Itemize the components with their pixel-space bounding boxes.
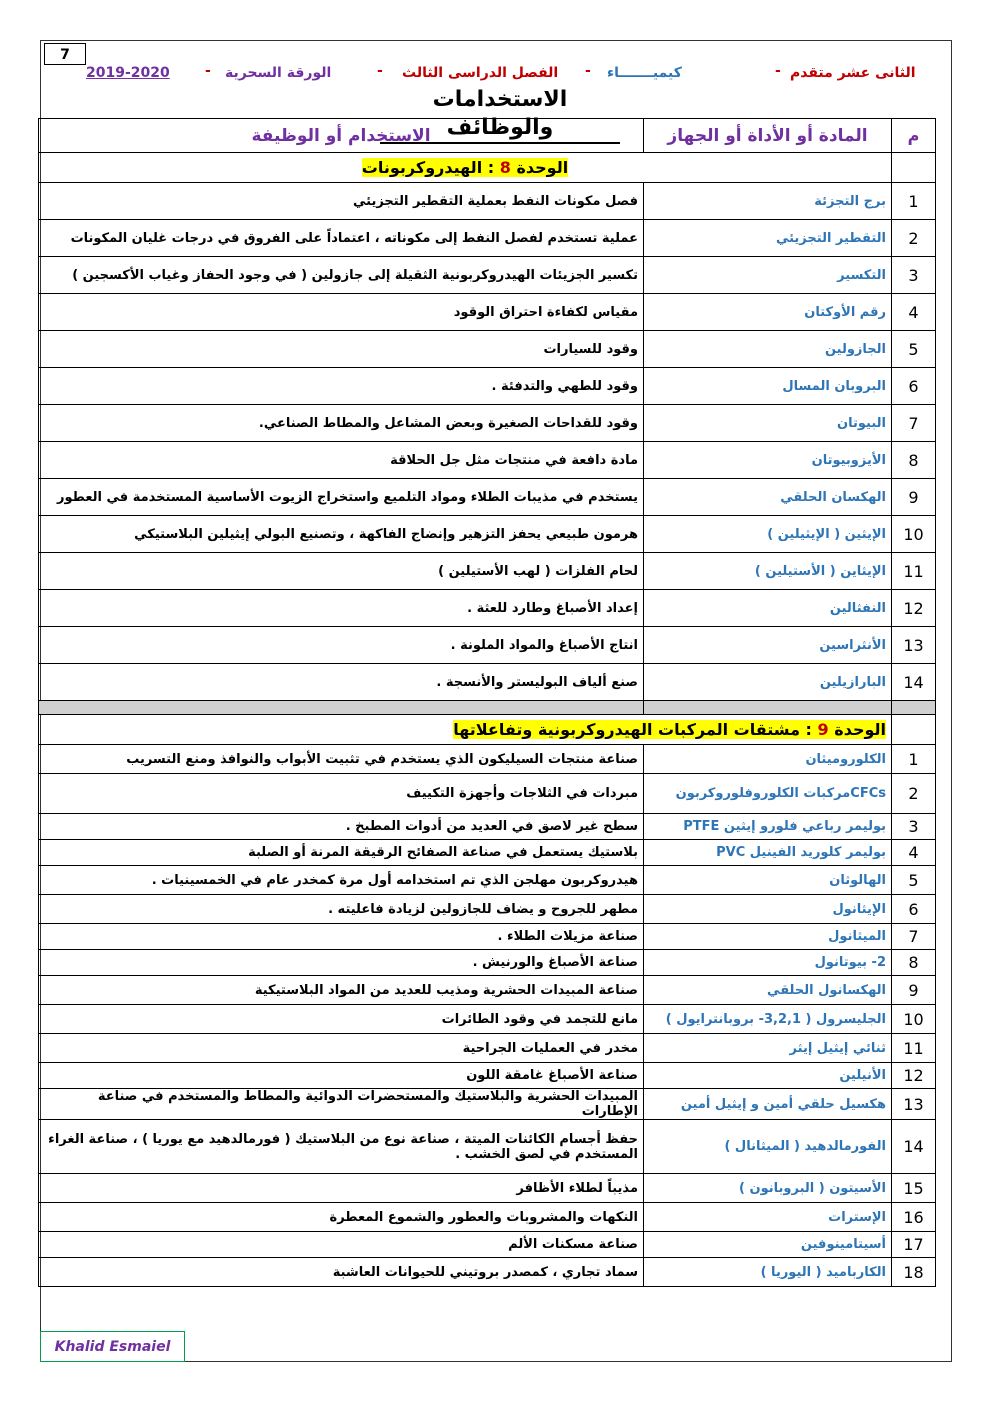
row-use: مقياس لكفاءة احتراق الوقود xyxy=(39,294,644,331)
row-material: الميثانول xyxy=(644,924,892,950)
table-row xyxy=(39,895,936,924)
row-material: CFCsمركبات الكلوروفلوروكربون xyxy=(644,774,892,814)
row-material: الإسترات xyxy=(644,1203,892,1232)
row-material: برج التجزئة xyxy=(644,183,892,220)
row-use: فصل مكونات النفط بعملية التقطير التجزيئي xyxy=(39,183,644,220)
table-row xyxy=(39,183,936,220)
table-row xyxy=(39,553,936,590)
header-paper: الورقة السحرية xyxy=(225,65,332,81)
table-row xyxy=(39,866,936,895)
row-material: البارازيلين xyxy=(644,664,892,701)
table-row xyxy=(39,924,936,950)
row-material: الأنيلين xyxy=(644,1063,892,1089)
table-row xyxy=(39,1174,936,1203)
row-use: صناعة الأصباغ غامقة اللون xyxy=(39,1063,644,1089)
row-material: الأسيتون ( البروبانون ) xyxy=(644,1174,892,1203)
row-number: 11 xyxy=(892,1034,936,1063)
row-number: 6 xyxy=(892,895,936,924)
row-use: النكهات والمشروبات والعطور والشموع المعطرة xyxy=(39,1203,644,1232)
uses-table xyxy=(38,118,936,1287)
table-row xyxy=(39,950,936,976)
table-row xyxy=(39,1034,936,1063)
table-row xyxy=(39,627,936,664)
header-separator: - xyxy=(585,63,591,79)
row-number: 1 xyxy=(892,183,936,220)
header-separator: - xyxy=(775,63,781,79)
table-row xyxy=(39,516,936,553)
table-row xyxy=(39,1005,936,1034)
row-use: هرمون طبيعي يحفز التزهير وإنضاج الفاكهة ، وتصنيع البولي إيثيلين البلاستيكي xyxy=(39,516,644,553)
table-row xyxy=(39,1120,936,1174)
row-use: صناعة مزيلات الطلاء . xyxy=(39,924,644,950)
table-row xyxy=(39,814,936,840)
header-subject: كيميـــــــاء xyxy=(607,65,682,81)
row-material: الجازولين xyxy=(644,331,892,368)
row-use: هيدروكربون مهلجن الذي تم استخدامه أول مرة كمخدر عام في الخمسينيات . xyxy=(39,866,644,895)
row-number: 1 xyxy=(892,745,936,774)
row-material: الإيثين ( الإيثيلين ) xyxy=(644,516,892,553)
unit9-heading xyxy=(39,715,892,745)
unit8-number: 8 xyxy=(499,158,511,177)
row-material: الجليسرول ( 3,2,1- بروبانترايول ) xyxy=(644,1005,892,1034)
row-use: بلاستيك يستعمل في صناعة الصفائح الرقيقة المرنة أو الصلبة xyxy=(39,840,644,866)
row-material: الأنثراسين xyxy=(644,627,892,664)
row-number: 14 xyxy=(892,664,936,701)
row-material: الهكسان الحلقي xyxy=(644,479,892,516)
row-number: 13 xyxy=(892,1089,936,1120)
row-number: 5 xyxy=(892,866,936,895)
header-separator: - xyxy=(377,63,383,79)
row-use: يستخدم في مذيبات الطلاء ومواد التلميع واستخراج الزيوت الأساسية المستخدمة في العطور xyxy=(39,479,644,516)
table-row xyxy=(39,1089,936,1120)
row-material: التكسير xyxy=(644,257,892,294)
row-number: 9 xyxy=(892,479,936,516)
row-number: 5 xyxy=(892,331,936,368)
table-row xyxy=(39,220,936,257)
unit9-heading-row xyxy=(39,715,936,745)
row-use: مادة دافعة في منتجات مثل جل الحلاقة xyxy=(39,442,644,479)
row-use: صناعة مسكنات الألم xyxy=(39,1232,644,1258)
table-row xyxy=(39,294,936,331)
unit9-name: : مشتقات المركبات الهيدروكربونية وتفاعلاتها xyxy=(453,720,812,739)
row-number: 3 xyxy=(892,814,936,840)
row-number: 2 xyxy=(892,774,936,814)
row-number: 14 xyxy=(892,1120,936,1174)
unit9-label: الوحدة xyxy=(834,720,886,739)
row-use: صناعة منتجات السيليكون الذي يستخدم في تثبيت الأبواب والنوافذ ومنع التسريب xyxy=(39,745,644,774)
row-use: تكسير الجزيئات الهيدروكربونية الثقيلة إلى جازولين ( في وجود الحفاز وغياب الأكسجين ) xyxy=(39,257,644,294)
table-row xyxy=(39,1232,936,1258)
row-material: بوليمر كلوريد الفينيل PVC xyxy=(644,840,892,866)
header-year: 2019-2020 xyxy=(86,65,170,81)
row-material: البيوتان xyxy=(644,405,892,442)
author-box: Khalid Esmaiel xyxy=(40,1331,185,1362)
row-use: سطح غير لاصق في العديد من أدوات المطبخ . xyxy=(39,814,644,840)
row-material: الأيزوبيوتان xyxy=(644,442,892,479)
row-use: المبيدات الحشرية والبلاستيك والمستحضرات الدوائية والمطاط والمستخدم في صناعة الإطارات xyxy=(39,1089,644,1120)
row-number: 3 xyxy=(892,257,936,294)
table-row xyxy=(39,590,936,627)
row-material: الإيثاين ( الأستيلين ) xyxy=(644,553,892,590)
row-material: ثنائي إيثيل إيثر xyxy=(644,1034,892,1063)
row-use: مطهر للجروح و يضاف للجازولين لزيادة فاعليته . xyxy=(39,895,644,924)
row-use: مبردات في الثلاجات وأجهزة التكييف xyxy=(39,774,644,814)
unit8-label: الوحدة xyxy=(516,158,569,177)
table-row xyxy=(39,257,936,294)
row-use: انتاج الأصباغ والمواد الملونة . xyxy=(39,627,644,664)
row-material: الهكسانول الحلقي xyxy=(644,976,892,1005)
table-header-row xyxy=(39,119,936,153)
page-number: 7 xyxy=(44,43,86,65)
table-row xyxy=(39,405,936,442)
row-number: 2 xyxy=(892,220,936,257)
row-material: الفورمالدهيد ( الميثانال ) xyxy=(644,1120,892,1174)
row-number: 15 xyxy=(892,1174,936,1203)
row-number: 10 xyxy=(892,1005,936,1034)
row-material: أسيتامينوفين xyxy=(644,1232,892,1258)
section-divider xyxy=(39,701,936,715)
table-row xyxy=(39,976,936,1005)
header-term: الفصل الدراسى الثالث xyxy=(402,65,559,81)
table-row xyxy=(39,331,936,368)
row-number: 4 xyxy=(892,840,936,866)
table-row xyxy=(39,1258,936,1287)
row-use: مخدر في العمليات الجراحية xyxy=(39,1034,644,1063)
table-row xyxy=(39,442,936,479)
unit8-name: : الهيدروكربونات xyxy=(361,158,495,177)
row-material: الكلوروميثان xyxy=(644,745,892,774)
row-number: 13 xyxy=(892,627,936,664)
row-number: 7 xyxy=(892,924,936,950)
row-number: 8 xyxy=(892,442,936,479)
row-use: مذيباً لطلاء الأظافر xyxy=(39,1174,644,1203)
row-number: 10 xyxy=(892,516,936,553)
row-material: الإيثانول xyxy=(644,895,892,924)
row-material: النفثالين xyxy=(644,590,892,627)
row-use: وقود للقداحات الصغيرة وبعض المشاعل والمطاط الصناعي. xyxy=(39,405,644,442)
row-material: التقطير التجزيئي xyxy=(644,220,892,257)
page-title: الاستخدامات والوظائف xyxy=(380,86,620,144)
row-material: 2- بيوتانول xyxy=(644,950,892,976)
row-material: بوليمر رباعي فلورو إيثين PTFE xyxy=(644,814,892,840)
row-number: 4 xyxy=(892,294,936,331)
table-row xyxy=(39,1203,936,1232)
row-use: صناعة المبيدات الحشرية ومذيب للعديد من المواد البلاستيكية xyxy=(39,976,644,1005)
col-num-header: م xyxy=(892,119,936,153)
table-row xyxy=(39,774,936,814)
row-number: 17 xyxy=(892,1232,936,1258)
row-use: صناعة الأصباغ والورنيش . xyxy=(39,950,644,976)
table-row xyxy=(39,664,936,701)
row-number: 8 xyxy=(892,950,936,976)
row-material: هكسيل حلقي أمين و إيثيل أمين xyxy=(644,1089,892,1120)
table-row xyxy=(39,840,936,866)
row-use: سماد تجاري ، كمصدر بروتيني للحيوانات العاشبة xyxy=(39,1258,644,1287)
row-use: صنع ألياف البوليستر والأنسجة . xyxy=(39,664,644,701)
row-number: 6 xyxy=(892,368,936,405)
row-number: 16 xyxy=(892,1203,936,1232)
table-row xyxy=(39,368,936,405)
row-number: 12 xyxy=(892,590,936,627)
row-use: وقود للطهي والتدفئة . xyxy=(39,368,644,405)
row-number: 11 xyxy=(892,553,936,590)
table-row xyxy=(39,479,936,516)
unit8-heading-row xyxy=(39,153,936,183)
row-use: عملية تستخدم لفصل النفط إلى مكوناته ، اعتماداً على الفروق في درجات غليان المكونات xyxy=(39,220,644,257)
unit9-number: 9 xyxy=(817,720,829,739)
header-separator: - xyxy=(205,63,211,79)
row-use: إعداد الأصباغ وطارد للعثة . xyxy=(39,590,644,627)
unit8-heading xyxy=(39,153,892,183)
row-number: 12 xyxy=(892,1063,936,1089)
header-level: الثانى عشر متقدم xyxy=(790,65,916,81)
row-use: مانع للتجمد في وقود الطائرات xyxy=(39,1005,644,1034)
row-number: 7 xyxy=(892,405,936,442)
col-use-header: الاستخدام أو الوظيفة xyxy=(39,119,644,153)
row-number: 18 xyxy=(892,1258,936,1287)
row-material: الهالوثان xyxy=(644,866,892,895)
row-material: البروبان المسال xyxy=(644,368,892,405)
row-material: الكارباميد ( اليوريا ) xyxy=(644,1258,892,1287)
row-use: وقود للسيارات xyxy=(39,331,644,368)
col-material-header: المادة أو الأداة أو الجهاز xyxy=(644,119,892,153)
row-number: 9 xyxy=(892,976,936,1005)
row-use: لحام الفلزات ( لهب الأستيلين ) xyxy=(39,553,644,590)
table-row xyxy=(39,1063,936,1089)
row-material: رقم الأوكتان xyxy=(644,294,892,331)
table-row xyxy=(39,745,936,774)
row-use: حفظ أجسام الكائنات الميتة ، صناعة نوع من البلاستيك ( فورمالدهيد مع يوريا ) ، صناعة الغراء المستخدم في لصق الخشب . xyxy=(39,1120,644,1174)
